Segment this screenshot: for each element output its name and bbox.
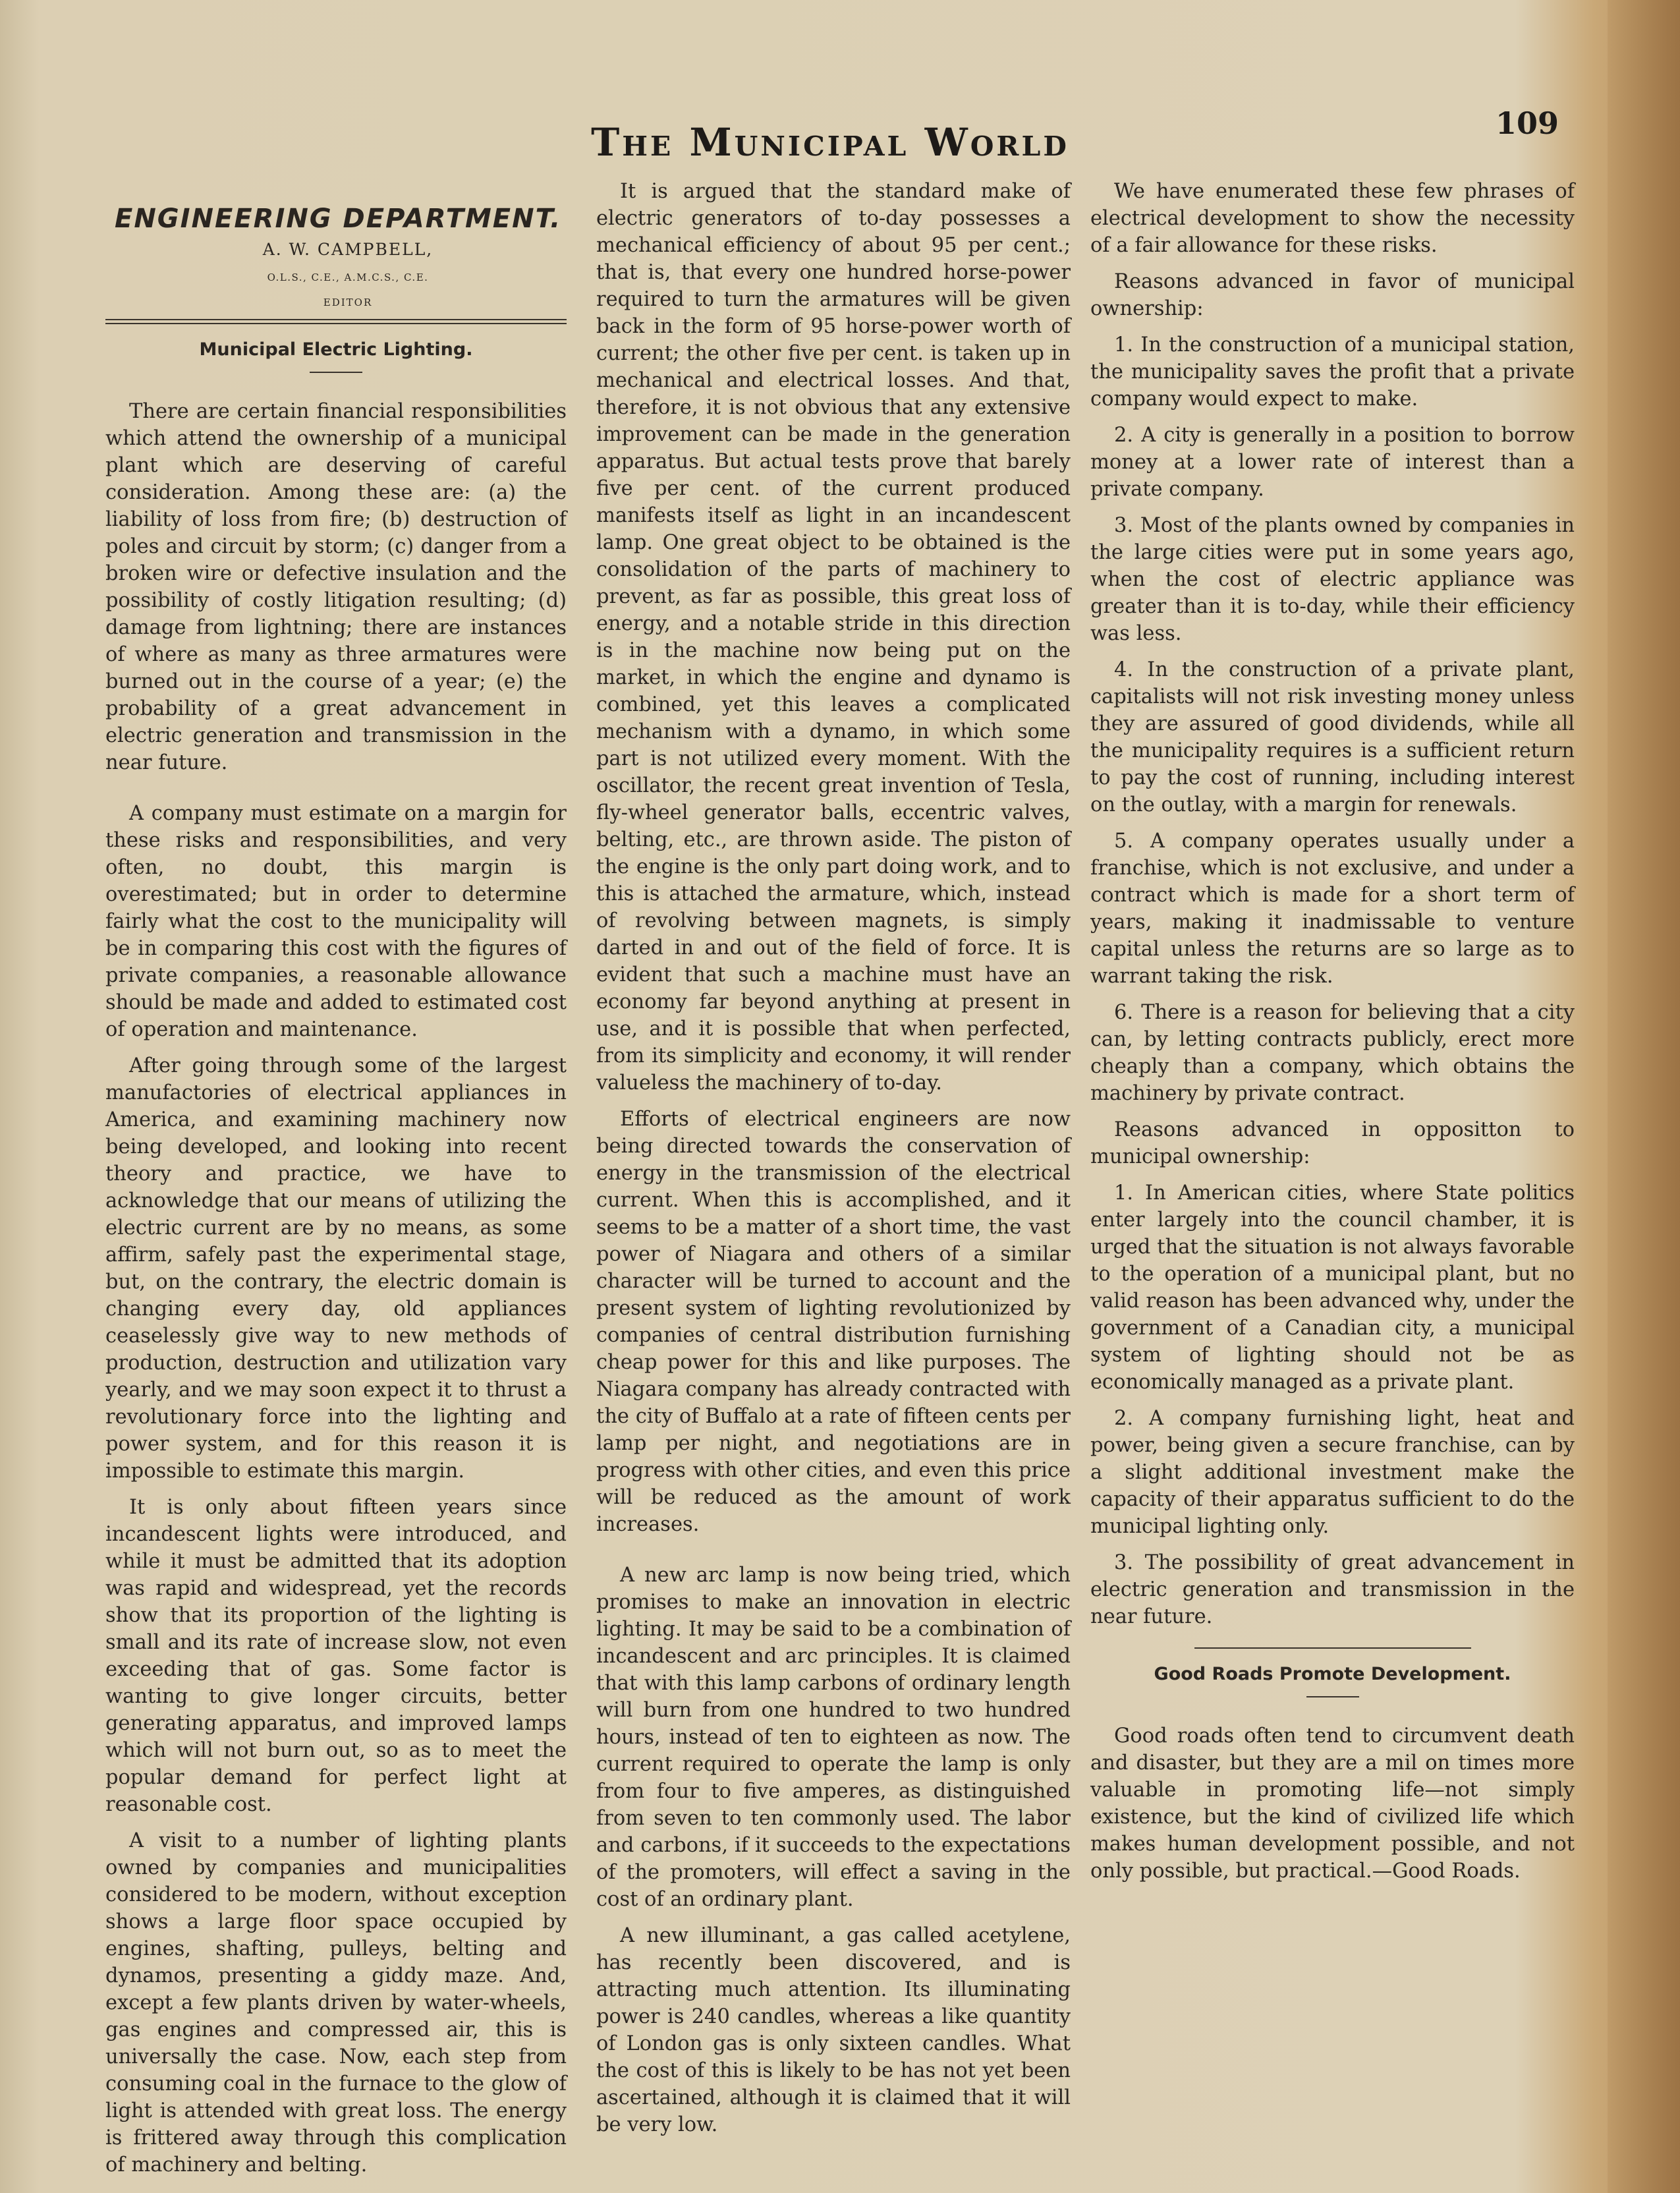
column-3 <box>1090 178 1575 1894</box>
paragraph: There are certain financial responsibilities which attend the ownership of a municipal plant which are deserving of careful consideration. Among these are: (a) the liability of loss from fire; (b) destruction of poles and circuit by storm; (c) danger from a broken wire or defective insulation and the possibility of costly litigation resulting; (d) damage from lightning; there are instances of where as many as three armatures were burned out in the course of a year; (e) the probability of a great advancement in electric generation and transmission in the near future. <box>105 400 567 774</box>
department-title: ENGINEERING DEPARTMENT. <box>115 204 562 234</box>
article-heading: Good Roads Promote Development. <box>1154 1664 1511 1684</box>
paragraph: After going through some of the largest manufactories of electrical appliances in America, and examining machinery now being developed, and looking into recent theory and practice, we have to acknowledge that our means of utilizing the electric current are by no means, as some affirm, safely past the experimental stage, but, on the contrary, the electric domain is changing every day, old appliances ceaselessly give way to new methods of production, destruction and utilization vary yearly, and we may soon expect it to thrust a revolutionary force into the lighting and power system, and for this reason it is impossible to estimate this margin. <box>105 1054 567 1483</box>
page-binding-edge <box>1608 0 1680 2193</box>
paragraph: A new arc lamp is now being tried, which promises to make an innovation in electric lighting. It may be said to be a combination of incandescent and arc principles. It is claimed that with this lamp carbons of ordinary length will burn from one hundred to two hundred hours, instead of ten to eighteen as now. The current required to operate the lamp is only from four to five amperes, as distinguished from seven to ten commonly used. The labor and carbons, if it succeeds to the expectations of the promoters, will effect a saving in the cost of an ordinary plant. <box>596 1564 1071 1911</box>
paragraph: A visit to a number of lighting plants owned by companies and municipalities considered to be modern, without exception shows a large floor space occupied by engines, shafting, pulleys, belting and dynamos, presenting a giddy maze. And, except a few plants driven by water-wheels, gas engines and compressed air, this is universally the case. Now, each step from consuming coal in the furnace to the glow of light is attended with great loss. The energy is frittered away through this complication of machinery and belting. <box>105 1829 567 2177</box>
paragraph: It is only about fifteen years since incandescent lights were introduced, and while it must be admitted that its adoption was rapid and widespread, yet the records show that its proportion of the lighting is small and its rate of increase slow, not even exceeding that of gas. Some factor is wanting to give longer circuits, better generating apparatus, and improved lamps which will not burn out, so as to meet the popular demand for perfect light at reasonable cost. <box>105 1496 567 1816</box>
paragraph: A company must estimate on a margin for these risks and responsibilities, and very often, no doubt, this margin is overestimated; but in order to determine fairly what the cost to the municipality will be in comparing this cost with the figures of private companies, a reasonable allowance should be made and added to estimated cost of operation and maintenance. <box>105 802 567 1041</box>
paragraph: 2. A company furnishing light, heat and power, being given a secure franchise, can by a slight additional investment make the capacity of their apparatus sufficient to do the municipal lighting only. <box>1090 1407 1575 1538</box>
paragraph: 3. The possibility of great advancement in electric generation and transmission in the near future. <box>1090 1551 1575 1628</box>
header-double-rule <box>105 319 567 324</box>
paragraph: 5. A company operates usually under a franchise, which is not exclusive, and under a contract which is made for a short term of years, making it inadmissable to venture capital unless the returns are so large as to warrant taking the risk. <box>1090 830 1575 988</box>
paragraph: 6. There is a reason for believing that a city can, by letting contracts publicly, erect more cheaply than a company, which obtains the machinery by private contract. <box>1090 1001 1575 1105</box>
paragraph: We have enumerated these few phrases of electrical development to show the necessity of a fair allowance for these risks. <box>1090 180 1575 257</box>
department-author: A. W. CAMPBELL, <box>262 240 434 259</box>
heading-divider <box>1306 1696 1359 1697</box>
author-credentials: O.L.S., C.E., A.M.C.S., C.E. <box>267 271 429 283</box>
column-2 <box>596 178 1071 2148</box>
paragraph: 4. In the construction of a private plant, capitalists will not risk investing money unless they are assured of good dividends, while all the municipality requires is a sufficient return to pay the cost of running, including interest on the outlay, with a margin for renewals. <box>1090 658 1575 816</box>
column-1 <box>105 178 567 2188</box>
paragraph: 2. A city is generally in a position to borrow money at a lower rate of interest than a private company. <box>1090 424 1575 501</box>
author-role: EDITOR <box>323 297 373 308</box>
article-separator <box>1194 1647 1471 1649</box>
paragraph: Good roads often tend to circumvent death and disaster, but they are a mil on times more valuable in promoting life—not simply existence, but the kind of civilized life which makes human development possible, and not only possible, but practical.—Good Roads. <box>1090 1724 1575 1883</box>
page-number: 109 <box>1496 105 1559 141</box>
masthead: The Municipal World <box>591 120 1069 165</box>
article-heading: Municipal Electric Lighting. <box>199 339 473 360</box>
paragraph: It is argued that the standard make of electric generators of to-day possesses a mechanical efficiency of about 95 per cent.; that is, that every one hundred horse-power required to turn the armatures will be given back in the form of 95 horse-power worth of current; the other five per cent. is taken up in mechanical and electrical losses. And that, therefore, it is not obvious that any extensive improvement can be made in the generation apparatus. But actual tests prove that barely five per cent. of the current produced manifests itself as light in an incandescent lamp. One great object to be obtained is the consolidation of the parts of machinery to prevent, as far as possible, this great loss of energy, and a notable stride in this direction is in the machine now being put on the market, in which the engine and dynamo is combined, yet this leaves a complicated mechanism with a dynamo, in which some part is not utilized every moment. With the oscillator, the recent great invention of Tesla, fly-wheel generator balls, eccentric valves, belting, etc., are thrown aside. The piston of the engine is the only part doing work, and to this is attached the armature, which, instead of revolving between magnets, is simply darted in and out of the field of force. It is evident that such a machine must have an economy far beyond anything at present in use, and it is possible that when perfected, from its simplicity and economy, it will render valueless the machinery of to-day. <box>596 180 1071 1095</box>
paragraph: Reasons advanced in oppositton to municipal ownership: <box>1090 1118 1575 1168</box>
paragraph: 1. In the construction of a municipal station, the municipality saves the profit that a private company would expect to make. <box>1090 333 1575 411</box>
paragraph: Efforts of electrical engineers are now being directed towards the conservation of energy in the transmission of the electrical current. When this is accomplished, and it seems to be a matter of a short time, the vast power of Niagara and others of a similar character will be turned to account and the present system of lighting revolutionized by companies of central distribution furnishing cheap power for this and like purposes. The Niagara company has already contracted with the city of Buffalo at a rate of fifteen cents per lamp per night, and negotiations are in progress with other cities, and even this price will be reduced as the amount of work increases. <box>596 1108 1071 1536</box>
heading-divider <box>310 372 362 373</box>
paragraph: 1. In American cities, where State politics enter largely into the council chamber, it is urged that the situation is not always favorable to the operation of a municipal plant, but no valid reason has been advanced why, under the government of a Canadian city, a municipal system of lighting should not be as economically managed as a private plant. <box>1090 1182 1575 1394</box>
paragraph: A new illuminant, a gas called acetylene, has recently been discovered, and is attracting much attention. Its illuminating power is 240 candles, whereas a like quantity of London gas is only sixteen candles. What the cost of this is likely to be has not yet been ascertained, although it is claimed that it will be very low. <box>596 1924 1071 2136</box>
paragraph: 3. Most of the plants owned by companies in the large cities were put in some years ago, when the cost of electric appliance was greater than it is to-day, while their efficiency was less. <box>1090 514 1575 645</box>
paragraph: Reasons advanced in favor of municipal ownership: <box>1090 270 1575 320</box>
